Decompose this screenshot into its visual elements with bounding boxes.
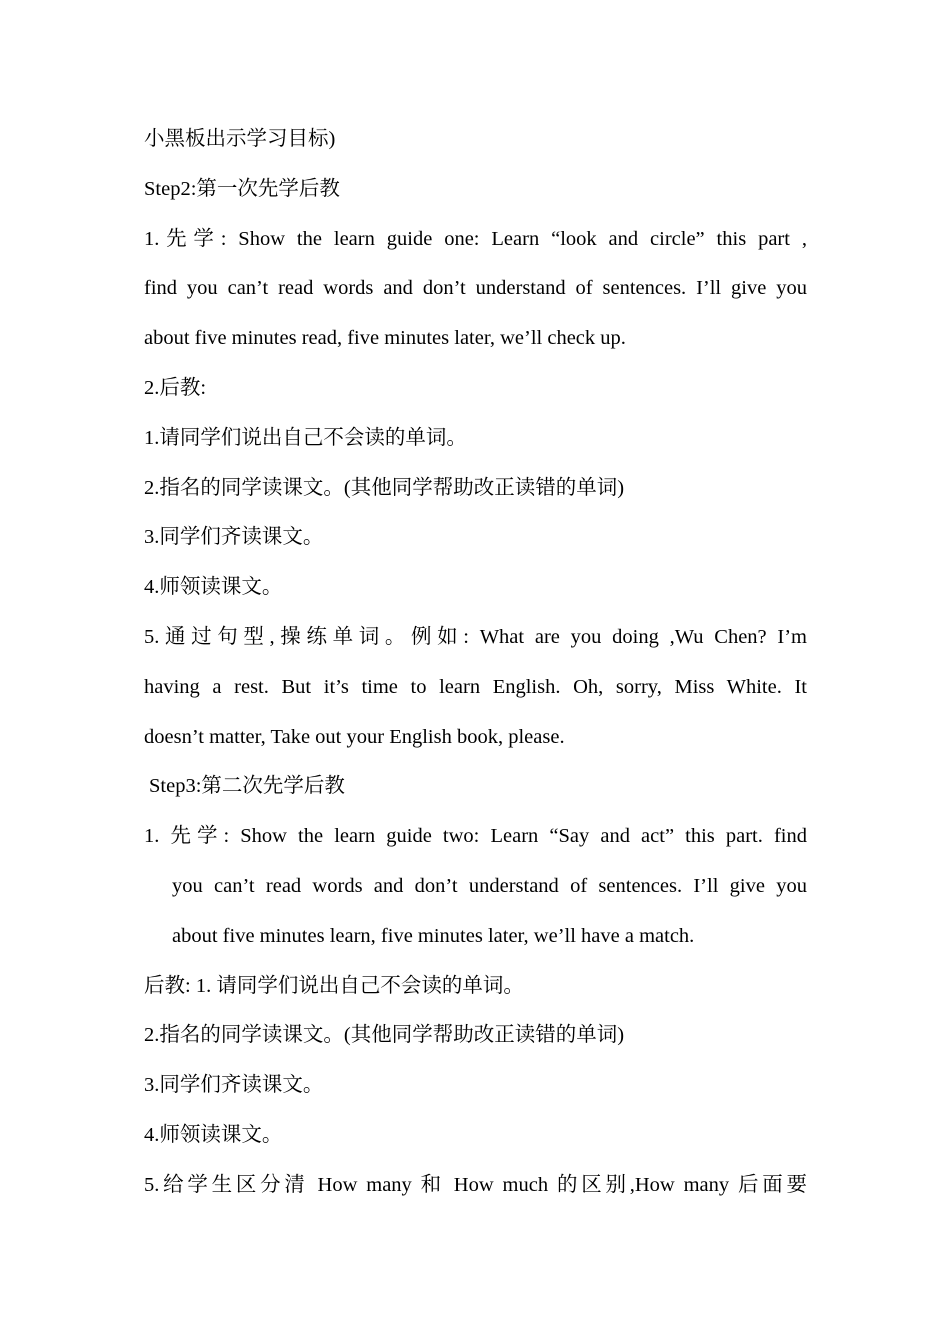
list-item: 3.同学们齐读课文。 [144,1074,324,1097]
text-line: about five minutes learn, five minutes later, we’ll have a match. [172,924,695,947]
text-line: doesn’t matter, Take out your English book, please. [144,725,565,748]
text-line: find you can’t read words and don’t understand of sentences. I’ll give you [144,277,807,300]
list-item: 2.指名的同学读课文。(其他同学帮助改正读错的单词) [144,1024,625,1047]
text-line: about five minutes read, five minutes later, we’ll check up. [144,327,626,350]
text-line: 1.先学: Show the learn guide one: Learn “look and circle” this part , [144,227,807,250]
document-body [144,115,807,1211]
list-item: 5.给学生区分清 How many 和 How much 的区别,How many 后面要 [144,1173,807,1196]
section-heading-step2: Step2:第一次先学后教 [144,177,340,200]
text-line: 后教: 1. 请同学们说出自己不会读的单词。 [144,974,524,997]
list-item: 2.指名的同学读课文。(其他同学帮助改正读错的单词) [144,476,625,499]
list-item: 4.师领读课文。 [144,576,283,599]
list-item: 5.通过句型,操练单词。例如: What are you doing ,Wu Chen? I’m [144,625,807,648]
text-line: having a rest. But it’s time to learn English. Oh, sorry, Miss White. It [144,675,807,698]
text-line: 2.后教: [144,376,207,399]
list-item: 1. 先学: Show the learn guide two: Learn “Say and act” this part. find [144,825,807,848]
text-line: 小黑板出示学习目标) [144,128,336,150]
section-heading-step3: Step3:第二次先学后教 [149,775,345,798]
list-item: 1.请同学们说出自己不会读的单词。 [144,426,467,449]
list-item: 3.同学们齐读课文。 [144,526,324,549]
list-item: 4.师领读课文。 [144,1123,283,1146]
text-line: you can’t read words and don’t understand of sentences. I’ll give you [172,874,807,897]
